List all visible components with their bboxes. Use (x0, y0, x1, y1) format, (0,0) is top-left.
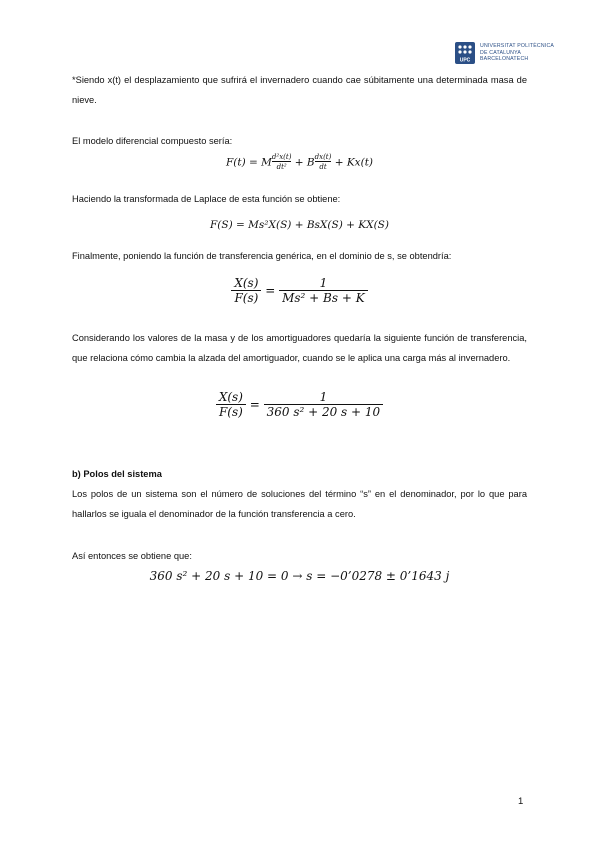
first-derivative-fraction (315, 153, 332, 172)
eq1-lhs: F(t) = M (225, 156, 272, 169)
considering-paragraph: Considerando los valores de la masa y de los amortiguadores quedaría la siguiente función de transferencia, que relaciona cómo cambia la alzada del amortiguador, cuando se le aplica una carga más al invernadero. (72, 333, 527, 363)
eq4-rhs-num: 1 (319, 390, 328, 404)
eq1-plus-b: + B (291, 156, 315, 169)
model-paragraph: El modelo diferencial compuesto sería: (72, 136, 233, 146)
logo-abbr: UPC (459, 57, 471, 64)
eq3-num: X(s) (234, 276, 259, 290)
generic-transfer-function: $\frac{X(s)}{F(s)}$ = $\frac{1}{\text{Ms² + Bs + K}}$ (72, 276, 527, 306)
eq3-lhs-fraction (231, 276, 261, 306)
poles-paragraph: Los polos de un sistema son el número de soluciones del término “s” en el denominador, por lo que para hallarlos se iguala el denominador de la función transferencia a cero. (72, 489, 527, 519)
logo-line-3: BARCELONATECH (480, 56, 529, 63)
eq1-d1-num: dx(t) (314, 153, 332, 161)
second-derivative-fraction (272, 153, 292, 172)
logo-text (480, 43, 566, 63)
transfer-paragraph: Finalmente, poniendo la función de transferencia genérica, en el dominio de s, se obtendría: (72, 251, 452, 261)
laplace-equation: F(S) = Ms²X(S) + BsX(S) + KX(S) (210, 219, 389, 231)
logo-line-2: DE CATALUNYA (480, 49, 522, 56)
eq4-den: F(s) (216, 404, 246, 419)
differential-equation (72, 153, 527, 172)
eq1-d2-den: dt² (272, 161, 292, 171)
eq3-rhs-num: 1 (319, 276, 328, 290)
upc-logo-mark-icon (455, 42, 475, 64)
eq1-tail: + Kx(t) (331, 156, 374, 169)
eq4-num: X(s) (218, 390, 243, 404)
eq4-rhs-fraction (264, 390, 384, 420)
eq1-d2-num: d²x(t) (271, 153, 292, 161)
eq1-d1-den: dt (315, 161, 332, 171)
university-logo (455, 42, 565, 70)
laplace-paragraph: Haciendo la transformada de Laplace de esta función se obtiene: (72, 194, 341, 204)
eq3-rhs-fraction (279, 276, 368, 306)
eq4-lhs-fraction (216, 390, 246, 420)
eq4-rhs-den: 360 s² + 20 s + 10 (264, 404, 384, 419)
poles-heading: b) Polos del sistema (72, 469, 162, 479)
page-number: 1 (518, 796, 524, 807)
logo-line-1: UNIVERSITAT POLITÈCNICA (480, 43, 555, 49)
poles-result-equation: 360 s² + 20 s + 10 = 0 → s = −0’0278 ± 0’1643 j (149, 569, 450, 583)
result-intro: Así entonces se obtiene que: (72, 551, 192, 561)
intro-paragraph: *Siendo x(t) el desplazamiento que sufrirá el invernadero cuando cae súbitamente una determinada masa de nieve. (72, 75, 527, 105)
eq3-rhs-den: Ms² + Bs + K (279, 290, 368, 305)
eq3-den: F(s) (231, 290, 261, 305)
specific-transfer-function: $\frac{X(s)}{F(s)}$ = $\frac{1}{\text{360 s² + 20 s + 10}}$ (72, 390, 527, 420)
